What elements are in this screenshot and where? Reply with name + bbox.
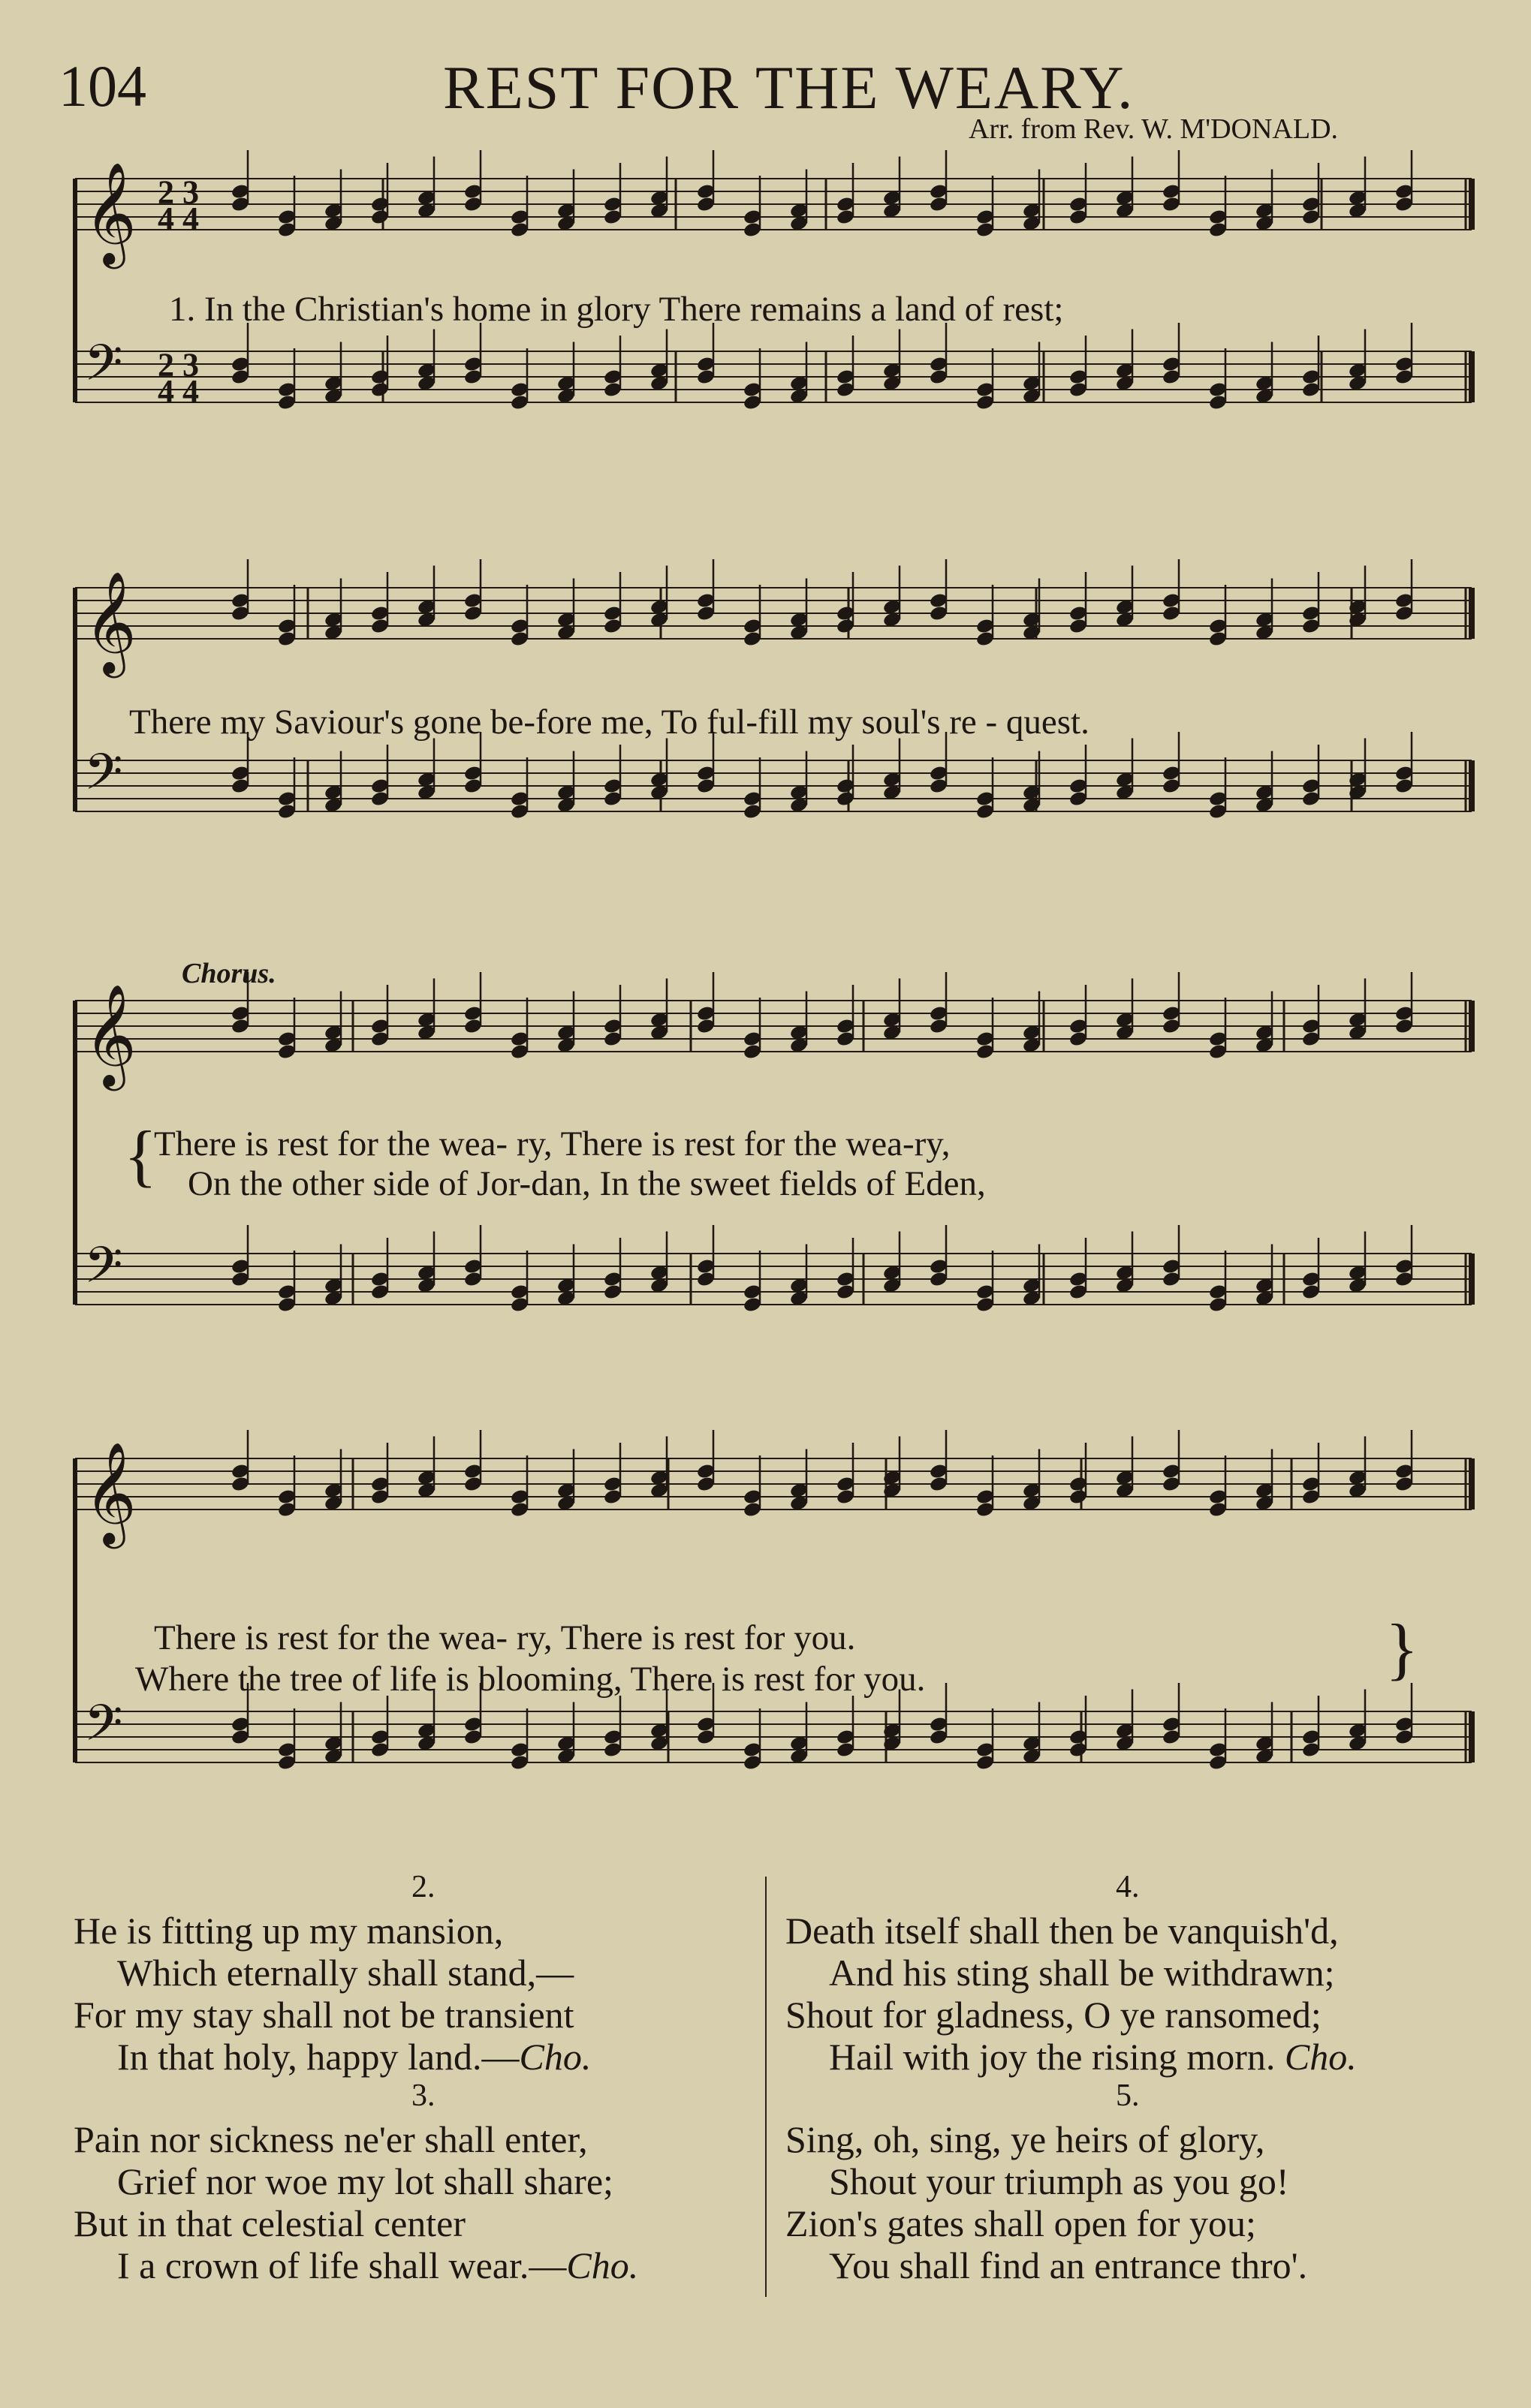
lyric-line: 1. In the Christian's home in glory There remains a land of rest; [169, 290, 1064, 329]
verse-line: Grief nor woe my lot shall share; [117, 2160, 613, 2202]
verse-line-text: In that holy, happy land.— [117, 2036, 520, 2078]
time-signature-lower: 4 4 [158, 200, 199, 237]
treble-clef: 𝄞 [84, 570, 137, 673]
lyric-line: There is rest for the wea- ry, There is rest for you. [154, 1618, 856, 1657]
music-system-3 [60, 957, 1487, 1407]
verse-line: You shall find an entrance thro'. [829, 2244, 1308, 2286]
time-signature-lower: 4 4 [158, 373, 199, 410]
verses-left-column [74, 1869, 638, 2286]
verse-line: Shout your triumph as you go! [829, 2160, 1289, 2202]
verse-line: Which eternally shall stand,— [117, 1952, 574, 1994]
verse-line: For my stay shall not be transient [74, 1994, 574, 2036]
verse-line [74, 2244, 638, 2286]
verse-line: Pain nor sickness ne'er shall enter, [74, 2118, 588, 2160]
chorus-cue: Cho. [566, 2244, 639, 2286]
music-system-1 [60, 150, 1487, 503]
chorus-label: Chorus. [182, 958, 276, 989]
brace: { [124, 1117, 158, 1193]
verse-line: Shout for gladness, O ye ransomed; [785, 1994, 1322, 2036]
column-divider [765, 1877, 767, 2297]
verse-line-text: Hail with joy the rising morn. [829, 2036, 1276, 2078]
verse [785, 2078, 1357, 2286]
verses-right-column [785, 1869, 1357, 2286]
verse-line: He is fitting up my mansion, [74, 1910, 504, 1952]
chorus-cue: Cho. [519, 2036, 592, 2078]
verse-line: Sing, oh, sing, ye heirs of glory, [785, 2118, 1265, 2160]
lyric-line: There my Saviour's gone be-fore me, To ful-fill my soul's re - quest. [129, 703, 1089, 742]
verse-line: And his sting shall be withdrawn; [829, 1952, 1335, 1994]
verse [74, 2078, 638, 2286]
treble-clef: 𝄞 [84, 1440, 137, 1544]
bass-clef: 𝄢 [84, 334, 123, 404]
arranger-credit: Arr. from Rev. W. M'DONALD. [969, 113, 1339, 145]
verse-number: 5. [1116, 2078, 1140, 2113]
chorus-cue: Cho. [1284, 2036, 1357, 2078]
verse-number: 3. [411, 2078, 435, 2113]
hymn-title: REST FOR THE WEARY. [443, 53, 1135, 122]
brace: } [1385, 1610, 1419, 1687]
verse-line [785, 2036, 1357, 2078]
treble-clef: 𝄞 [84, 161, 137, 264]
bass-clef: 𝄢 [84, 743, 123, 813]
bass-clef: 𝄢 [84, 1236, 123, 1306]
page-number: 104 [59, 53, 146, 119]
verse-number: 4. [1116, 1870, 1140, 1904]
bass-clef: 𝄢 [84, 1694, 123, 1764]
verse-line-text: I a crown of life shall wear.— [117, 2244, 567, 2286]
verse [74, 1869, 638, 2078]
treble-clef: 𝄞 [84, 983, 137, 1086]
lyric-line: There is rest for the wea- ry, There is rest for the wea-ry, [154, 1124, 951, 1163]
lyric-line: Where the tree of life is blooming, There is rest for you. [135, 1660, 926, 1699]
verse-number: 2. [411, 1870, 435, 1904]
lyric-line: On the other side of Jor-dan, In the sweet fields of Eden, [188, 1164, 986, 1203]
verse-line: Zion's gates shall open for you; [785, 2202, 1256, 2244]
time-signature-upper: 2 3 [158, 346, 199, 384]
verse [785, 1869, 1357, 2078]
time-signature-upper: 2 3 [158, 173, 199, 211]
verse-line: Death itself shall then be vanquish'd, [785, 1910, 1339, 1952]
music-system-2 [60, 559, 1487, 912]
verse-line: But in that celestial center [74, 2202, 466, 2244]
music-system-4 [60, 1430, 1487, 1880]
verse-line [74, 2036, 638, 2078]
